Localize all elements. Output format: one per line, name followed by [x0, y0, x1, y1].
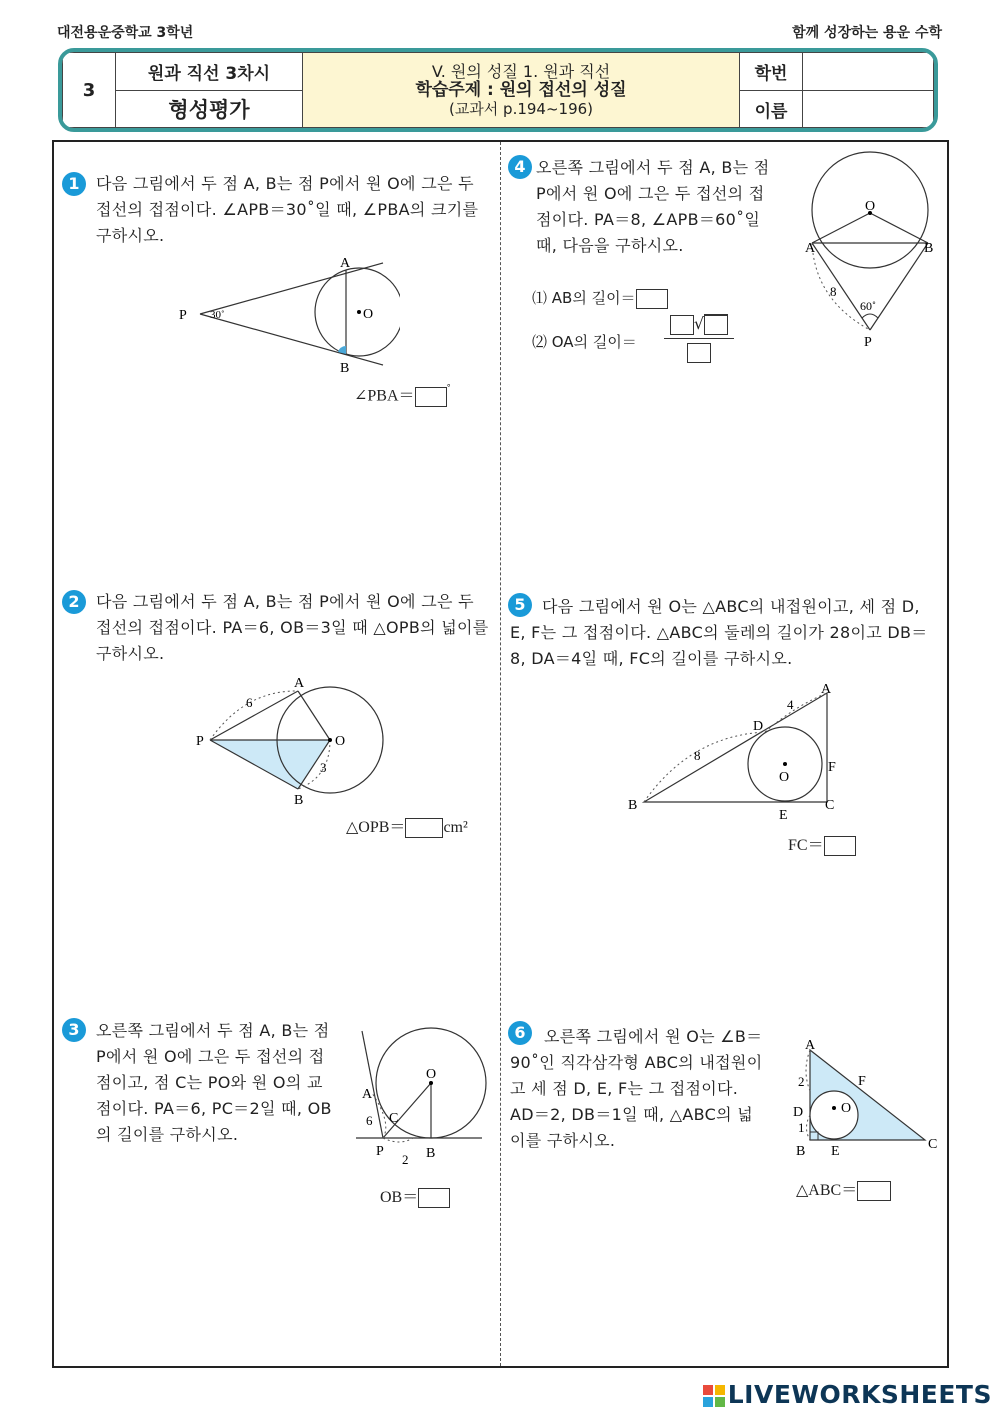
- question-4-figure: [800, 150, 940, 350]
- topic-cell: [303, 53, 740, 128]
- question-4-sub1: [532, 287, 668, 309]
- label-b: B: [294, 793, 304, 807]
- length-label-6: 6: [366, 1113, 373, 1128]
- angle-label: 60˚: [860, 299, 876, 313]
- question-3-text: 오른쪽 그림에서 두 점 A, B는 점 P에서 원 O에 그은 두 접선의 접점이고, 점 C는 PO와 원 O의 교점이다. PA＝6, PC＝2일 때, OB의 길이를 구하시오.: [96, 1021, 332, 1144]
- label-a: A: [294, 676, 305, 691]
- answer-label: ∠PBA＝: [354, 387, 415, 405]
- question-3-figure: [352, 1018, 492, 1173]
- question-2-answer-input[interactable]: [405, 818, 443, 838]
- question-6-figure: [788, 1036, 948, 1166]
- question-5-answer: [788, 832, 856, 856]
- tangent-pb: [870, 243, 928, 330]
- unit-title: V. 원의 성질 1. 원과 직선: [431, 61, 611, 81]
- label-a: A: [805, 1038, 816, 1053]
- segment-ob: [870, 213, 928, 243]
- question-4-radicand-input[interactable]: [704, 314, 728, 335]
- label-c: C: [389, 1111, 399, 1126]
- answer-label: FC＝: [788, 837, 824, 854]
- lesson-number: 3: [63, 53, 116, 128]
- triangle-abc: [644, 693, 827, 802]
- answer-unit: ˚: [446, 382, 451, 397]
- answer-label: OB＝: [380, 1189, 419, 1206]
- length-label-2: 2: [402, 1152, 409, 1167]
- center-point: [357, 310, 361, 314]
- liveworksheets-logo[interactable]: [703, 1380, 992, 1409]
- label-p: P: [376, 1144, 384, 1159]
- question-4-fraction: [664, 314, 734, 363]
- center-point: [832, 1106, 836, 1110]
- question-6-text: 오른쪽 그림에서 원 O는 ∠B＝90˚인 직각삼각형 ABC의 내접원이고 세 점 D, E, F는 그 접점이다. AD＝2, DB＝1일 때, △ABC의 넓이를 구하시오.: [510, 1027, 763, 1150]
- label-e: E: [779, 808, 788, 823]
- answer-label: △OPB＝: [346, 819, 406, 836]
- fraction-bar: [664, 338, 734, 339]
- label-o: O: [841, 1101, 852, 1116]
- segment-oa: [298, 691, 330, 740]
- learning-topic: 학습주제 : 원의 접선의 성질: [415, 79, 627, 100]
- label-a: A: [362, 1087, 373, 1102]
- question-5-number: 5: [508, 593, 532, 617]
- column-divider: [500, 142, 501, 1366]
- slogan: 함께 성장하는 용운 수학: [792, 25, 942, 41]
- answer-label: △ABC＝: [796, 1182, 858, 1199]
- textbook-pages: (교과서 p.194~196): [448, 99, 594, 118]
- label-o: O: [363, 307, 374, 322]
- name-label: 이름: [740, 91, 803, 128]
- assessment-title: 형성평가: [116, 91, 303, 128]
- label-c: C: [928, 1137, 938, 1152]
- label-a: A: [340, 256, 351, 271]
- length-label-6: 6: [246, 695, 253, 710]
- fraction-denominator: [664, 342, 734, 363]
- label-a: A: [805, 241, 816, 256]
- liveworksheets-icon: [703, 1385, 725, 1407]
- label-b: B: [340, 361, 350, 376]
- label-d: D: [753, 719, 764, 734]
- school-name: 대전용운중학교 3학년: [57, 25, 194, 41]
- question-2-figure: [190, 672, 400, 807]
- tangent-pa: [210, 691, 298, 740]
- question-5-text: 다음 그림에서 원 O는 △ABC의 내접원이고, 세 점 D, E, F는 그 접점이다. △ABC의 둘레의 길이가 28이고 DB＝8, DA＝4일 때, FC의 길이를 구하시오.: [510, 597, 928, 668]
- sub2-label: ⑵ OA의 길이＝: [532, 333, 637, 351]
- length-label-8: 8: [830, 284, 837, 299]
- question-3-number: 3: [62, 1018, 86, 1042]
- question-4-denominator-input[interactable]: [687, 343, 711, 363]
- name-field[interactable]: [803, 91, 934, 128]
- length-label-3: 3: [320, 760, 327, 775]
- label-o: O: [426, 1067, 437, 1082]
- header-box: [58, 48, 938, 132]
- label-p: P: [864, 335, 872, 350]
- label-b: B: [628, 798, 638, 813]
- label-b: B: [924, 241, 934, 256]
- question-4-sub2: [532, 331, 637, 352]
- answer-unit: cm²: [443, 819, 468, 836]
- angle-arc: [862, 314, 878, 318]
- question-6-answer: [796, 1177, 891, 1201]
- question-6-answer-input[interactable]: [857, 1181, 891, 1201]
- length-label-4: 4: [787, 697, 794, 712]
- label-o: O: [865, 199, 876, 214]
- question-4-coef-input[interactable]: [670, 315, 694, 335]
- question-4-number: 4: [508, 155, 532, 179]
- label-b: B: [796, 1144, 806, 1159]
- label-e: E: [831, 1144, 840, 1159]
- student-id-field[interactable]: [803, 53, 934, 91]
- question-4-text: 오른쪽 그림에서 두 점 A, B는 점 P에서 원 O에 그은 두 접선의 접점이다. PA＝8, ∠APB＝60˚일 때, 다음을 구하시오.: [536, 158, 770, 255]
- length-label-2: 2: [798, 1074, 805, 1089]
- sub1-label: ⑴ AB의 길이＝: [532, 289, 636, 307]
- question-5-figure: [620, 676, 850, 826]
- label-p: P: [196, 734, 204, 749]
- length-label-8: 8: [694, 748, 701, 763]
- label-a: A: [821, 682, 832, 697]
- label-f: F: [858, 1074, 866, 1089]
- brand-text: LIVEWORKSHEETS: [727, 1380, 992, 1409]
- label-o: O: [779, 770, 790, 785]
- question-2-number: 2: [62, 590, 86, 614]
- question-1-number: 1: [62, 172, 86, 196]
- question-2-answer: [346, 814, 468, 838]
- question-4-sub1-input[interactable]: [636, 289, 668, 309]
- segment-oa: [812, 213, 870, 243]
- question-6-number: 6: [508, 1021, 532, 1045]
- label-o: O: [335, 734, 346, 749]
- sqrt-sign: √: [693, 314, 705, 333]
- question-1-text: 다음 그림에서 두 점 A, B는 점 P에서 원 O에 그은 두 접선의 접점이다. ∠APB＝30˚일 때, ∠PBA의 크기를 구하시오.: [96, 174, 479, 245]
- label-f: F: [828, 760, 836, 775]
- angle-label: 30˚: [210, 309, 225, 321]
- length-label-1: 1: [798, 1120, 805, 1135]
- lesson-title: 원과 직선 3차시: [116, 53, 303, 91]
- label-c: C: [825, 798, 835, 813]
- question-3-answer-input[interactable]: [418, 1188, 450, 1208]
- fraction-numerator: [664, 314, 734, 335]
- question-1-figure: [170, 250, 400, 380]
- tangent-pa: [812, 243, 870, 330]
- label-p: P: [179, 308, 187, 323]
- label-d: D: [793, 1105, 804, 1120]
- question-1-answer: [354, 382, 451, 407]
- center-point: [783, 762, 787, 766]
- tangent-pb: [200, 314, 383, 365]
- label-b: B: [426, 1146, 436, 1161]
- student-id-label: 학번: [740, 53, 803, 91]
- question-3-answer: [380, 1184, 450, 1208]
- tangent-pa: [200, 263, 383, 314]
- question-2-text: 다음 그림에서 두 점 A, B는 점 P에서 원 O에 그은 두 접선의 접점이다. PA＝6, OB＝3일 때 △OPB의 넓이를 구하시오.: [96, 592, 489, 663]
- center-point: [328, 738, 332, 742]
- question-1-answer-input[interactable]: [415, 387, 447, 407]
- question-5-answer-input[interactable]: [824, 836, 856, 856]
